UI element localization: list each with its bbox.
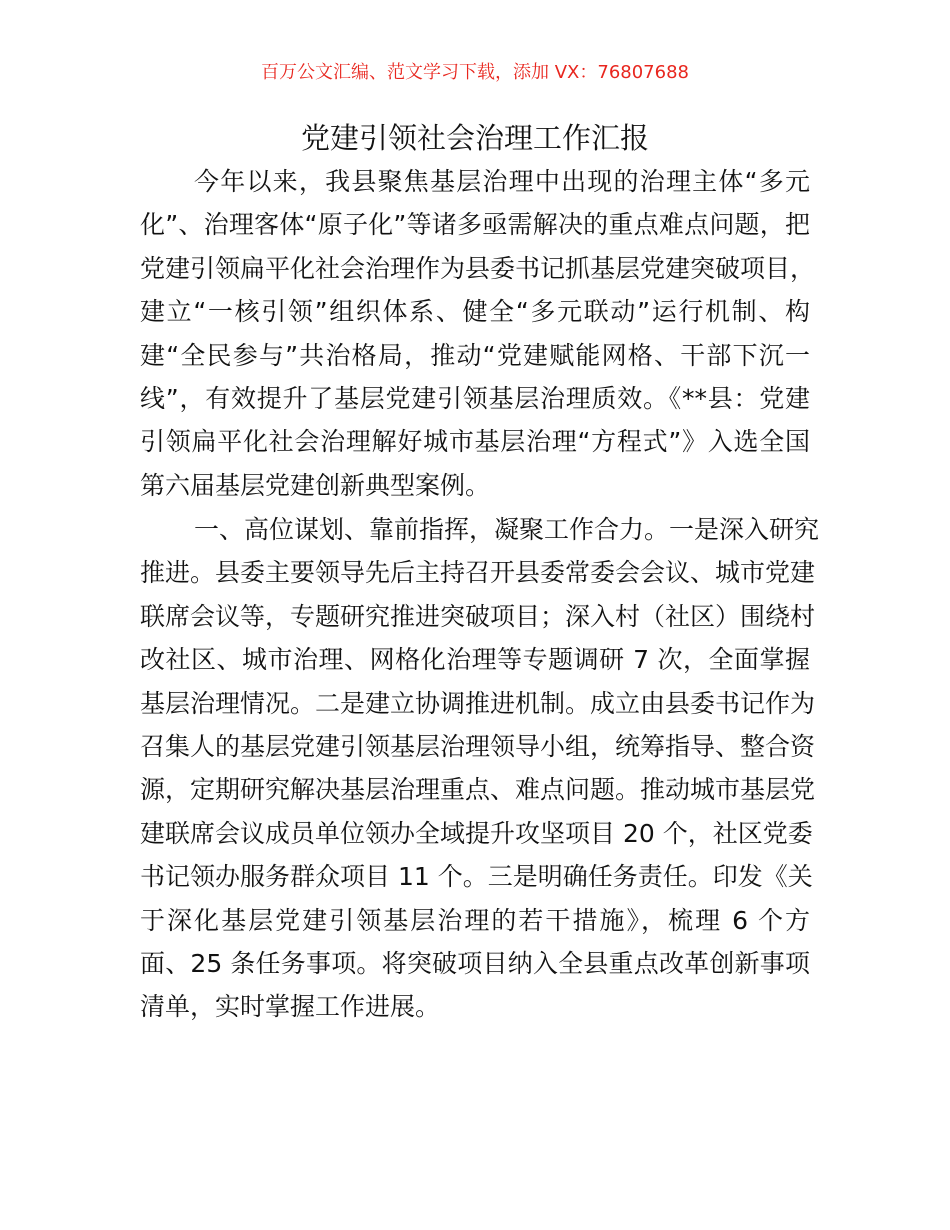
text-line: 建联席会议成员单位领办全域提升攻坚项目 20 个，社区党委 (140, 818, 813, 848)
text-line: 建立“一核引领”组织体系、健全“多元联动”运行机制、构 (140, 297, 810, 327)
text-line: 线”，有效提升了基层党建引领基层治理质效。《**县：党建 (140, 383, 810, 413)
watermark-banner: 百万公文汇编、范文学习下载，添加 VX：76807688 (261, 62, 689, 83)
document-title: 党建引领社会治理工作汇报 (300, 121, 649, 155)
text-line: 改社区、城市治理、网格化治理等专题调研 7 次，全面掌握 (140, 645, 810, 675)
text-line: 书记领办服务群众项目 11 个。三是明确任务责任。印发《关 (140, 862, 813, 892)
text-line: 推进。县委主要领导先后主持召开县委常委会会议、城市党建 (140, 558, 816, 588)
text-line: 一、高位谋划、靠前指挥，凝聚工作合力。一是深入研究 (194, 515, 820, 544)
text-line: 党建引领扁平化社会治理作为县委书记抓基层党建突破项目， (140, 253, 816, 283)
text-line: 联席会议等，专题研究推进突破项目；深入村（社区）围绕村 (140, 601, 816, 631)
text-line: 源，定期研究解决基层治理重点、难点问题。推动城市基层党 (140, 775, 816, 805)
text-line: 引领扁平化社会治理解好城市基层治理“方程式”》入选全国 (140, 427, 810, 457)
text-line: 今年以来，我县聚焦基层治理中出现的治理主体“多元 (194, 167, 810, 196)
text-line: 建“全民参与”共治格局，推动“党建赋能网格、干部下沉一 (140, 340, 810, 370)
paragraph-section-one (140, 508, 820, 1029)
text-line: 召集人的基层党建引领基层治理领导小组，统筹指导、整合资 (140, 731, 816, 761)
text-line: 化”、治理客体“原子化”等诸多亟需解决的重点难点问题，把 (140, 210, 810, 240)
text-line: 基层治理情况。二是建立协调推进机制。成立由县委书记作为 (140, 688, 816, 718)
text-line: 清单，实时掌握工作进展。 (140, 992, 441, 1022)
text-line: 面、25 条任务事项。将突破项目纳入全县重点改革创新事项 (140, 948, 810, 978)
text-line: 第六届基层党建创新典型案例。 (140, 470, 491, 500)
paragraph-intro (140, 160, 816, 507)
text-line: 于深化基层党建引领基层治理的若干措施》，梳理 6 个方 (140, 905, 810, 935)
